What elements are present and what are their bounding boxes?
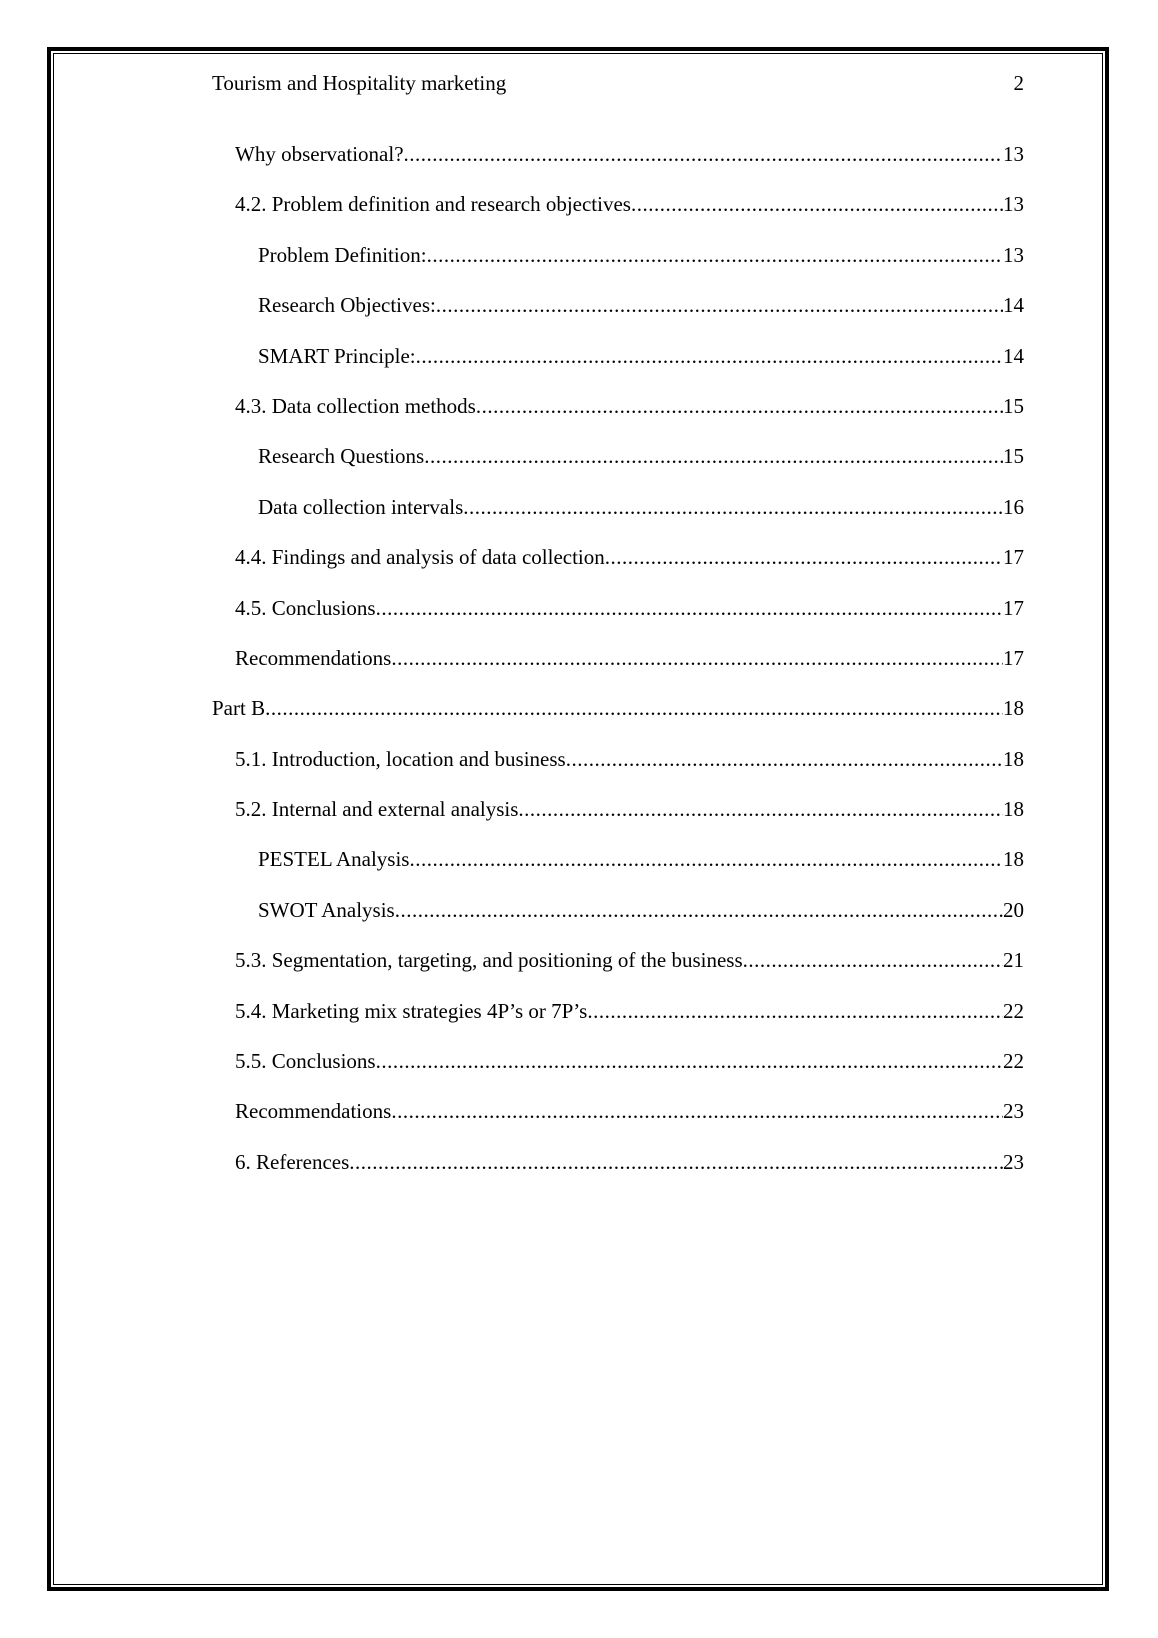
toc-entry[interactable] xyxy=(212,593,1024,643)
toc-entry-page-number: 15 xyxy=(1003,393,1024,418)
toc-entry-page-number: 18 xyxy=(1003,746,1024,771)
toc-entry[interactable] xyxy=(212,996,1024,1046)
toc-entry-label: 5.1. Introduction, location and business xyxy=(235,744,566,774)
toc-entry-page-number: 14 xyxy=(1003,343,1024,368)
toc-entry-label: Recommendations xyxy=(235,1096,391,1126)
table-of-contents xyxy=(212,139,1024,1197)
toc-entry[interactable] xyxy=(212,1096,1024,1146)
toc-dot-leader xyxy=(476,391,1003,421)
toc-entry-page-number: 23 xyxy=(1003,1099,1024,1124)
header-page-number: 2 xyxy=(1013,71,1024,95)
toc-entry-label: 5.5. Conclusions xyxy=(235,1046,376,1076)
toc-dot-leader xyxy=(391,643,1003,673)
toc-entry-page-number: 13 xyxy=(1003,142,1024,166)
toc-entry-page-number: 18 xyxy=(1003,797,1024,822)
toc-dot-leader xyxy=(391,1096,1003,1126)
toc-entry[interactable] xyxy=(212,139,1024,189)
toc-entry-page-number: 16 xyxy=(1003,494,1024,519)
toc-entry[interactable] xyxy=(212,290,1024,340)
toc-entry[interactable] xyxy=(212,1147,1024,1197)
toc-dot-leader xyxy=(436,290,1003,320)
toc-dot-leader xyxy=(566,744,1003,774)
toc-entry-page-number: 18 xyxy=(1003,847,1024,872)
toc-entry-label: Why observational? xyxy=(235,139,404,169)
toc-dot-leader xyxy=(349,1147,1003,1177)
toc-dot-leader xyxy=(404,139,1003,169)
toc-entry[interactable] xyxy=(212,189,1024,239)
toc-entry-label: 5.2. Internal and external analysis xyxy=(235,794,518,824)
running-header xyxy=(212,68,1024,98)
toc-entry[interactable] xyxy=(212,542,1024,592)
toc-entry-page-number: 17 xyxy=(1003,545,1024,570)
toc-entry-label: 5.3. Segmentation, targeting, and positioning of the business xyxy=(235,945,743,975)
toc-entry[interactable] xyxy=(212,341,1024,391)
toc-entry[interactable] xyxy=(212,844,1024,894)
toc-entry-label: Research Objectives: xyxy=(258,290,436,320)
toc-dot-leader xyxy=(631,189,1003,219)
toc-entry-page-number: 23 xyxy=(1003,1149,1024,1174)
toc-dot-leader xyxy=(463,492,1003,522)
toc-dot-leader xyxy=(265,693,1003,723)
toc-entry[interactable] xyxy=(212,744,1024,794)
toc-dot-leader xyxy=(395,895,1003,925)
toc-entry-page-number: 13 xyxy=(1003,242,1024,267)
toc-entry-page-number: 13 xyxy=(1003,192,1024,217)
toc-entry[interactable] xyxy=(212,1046,1024,1096)
toc-entry[interactable] xyxy=(212,794,1024,844)
toc-entry-page-number: 22 xyxy=(1003,998,1024,1023)
toc-entry[interactable] xyxy=(212,693,1024,743)
toc-dot-leader xyxy=(587,996,1003,1026)
toc-entry-label: SMART Principle: xyxy=(258,341,416,371)
toc-entry-page-number: 20 xyxy=(1003,897,1024,922)
toc-entry-page-number: 17 xyxy=(1003,645,1024,670)
toc-entry-label: 4.2. Problem definition and research objectives xyxy=(235,189,631,219)
toc-entry-label: Research Questions xyxy=(258,441,424,471)
toc-dot-leader xyxy=(424,441,1003,471)
toc-entry-label: 5.4. Marketing mix strategies 4P’s or 7P’s xyxy=(235,996,587,1026)
toc-entry-label: 4.4. Findings and analysis of data collection xyxy=(235,542,605,572)
toc-entry-label: 6. References xyxy=(235,1147,349,1177)
toc-entry-label: Recommendations xyxy=(235,643,391,673)
header-title: Tourism and Hospitality marketing xyxy=(212,71,507,95)
toc-dot-leader xyxy=(743,945,1003,975)
toc-entry[interactable] xyxy=(212,643,1024,693)
toc-entry-page-number: 17 xyxy=(1003,595,1024,620)
toc-entry-label: Problem Definition: xyxy=(258,240,427,270)
toc-entry[interactable] xyxy=(212,492,1024,542)
toc-entry-label: 4.3. Data collection methods xyxy=(235,391,476,421)
toc-dot-leader xyxy=(409,844,1003,874)
toc-entry-page-number: 18 xyxy=(1003,696,1024,721)
toc-dot-leader xyxy=(605,542,1003,572)
toc-entry[interactable] xyxy=(212,240,1024,290)
toc-entry-page-number: 21 xyxy=(1003,948,1024,973)
toc-entry-page-number: 15 xyxy=(1003,444,1024,469)
toc-entry-page-number: 22 xyxy=(1003,1049,1024,1074)
toc-entry-label: Data collection intervals xyxy=(258,492,463,522)
toc-entry[interactable] xyxy=(212,895,1024,945)
toc-dot-leader xyxy=(518,794,1003,824)
toc-dot-leader xyxy=(427,240,1003,270)
toc-dot-leader xyxy=(376,593,1003,623)
toc-entry[interactable] xyxy=(212,391,1024,441)
toc-dot-leader xyxy=(376,1046,1003,1076)
toc-dot-leader xyxy=(416,341,1003,371)
toc-entry-label: Part B xyxy=(212,693,265,723)
toc-entry-label: 4.5. Conclusions xyxy=(235,593,376,623)
toc-entry-label: PESTEL Analysis xyxy=(258,844,409,874)
toc-entry-page-number: 14 xyxy=(1003,293,1024,318)
toc-entry[interactable] xyxy=(212,945,1024,995)
toc-entry[interactable] xyxy=(212,441,1024,491)
toc-entry-label: SWOT Analysis xyxy=(258,895,395,925)
